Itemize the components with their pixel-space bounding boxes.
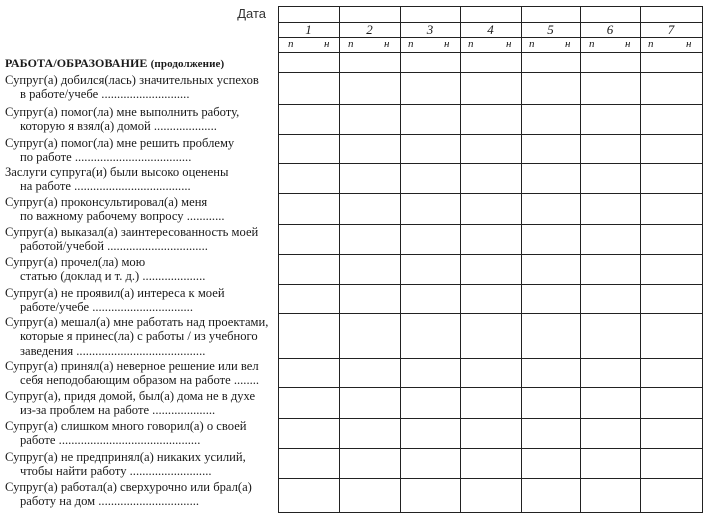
row-3-line-2: по работе ..................................... <box>20 150 192 165</box>
row-13-line-2: чтобы найти работу .......................... <box>20 464 212 479</box>
date-label: Дата <box>237 6 266 21</box>
row-6-line-1: Супруг(а) выказал(а) заинтересованность моей <box>5 225 259 239</box>
sub-header-left-2: п <box>348 38 354 50</box>
row-4-line-2: на работе ..................................... <box>20 179 191 194</box>
day-number-1: 1 <box>305 22 312 37</box>
day-number-7: 7 <box>667 22 675 37</box>
sub-header-right-7: н <box>686 38 692 50</box>
row-8-line-1: Супруг(а) не проявил(а) интереса к моей <box>5 286 225 300</box>
section-title: РАБОТА/ОБРАЗОВАНИЕ <box>5 56 148 70</box>
row-12-line-2: работе ............................................. <box>20 433 201 448</box>
row-2-line-1: Супруг(а) помог(ла) мне выполнить работу, <box>5 105 240 119</box>
row-11-line-2: из-за проблем на работе .................... <box>20 403 216 418</box>
row-8-line-2: работе/учебе ................................ <box>20 300 193 315</box>
sub-header-right-5: н <box>565 38 571 50</box>
sub-header-right-6: н <box>625 38 631 50</box>
sub-header-right-1: н <box>324 38 330 50</box>
sub-header-left-1: п <box>288 38 294 50</box>
day-number-4: 4 <box>487 22 494 37</box>
sub-header-left-3: п <box>408 38 414 50</box>
row-10-line-2: себя неподобающим образом на работе ........ <box>20 373 260 388</box>
row-14-line-1: Супруг(а) работал(а) сверхурочно или брал(а) <box>5 480 252 494</box>
sub-header-right-3: н <box>444 38 450 50</box>
day-number-5: 5 <box>547 22 554 37</box>
sub-header-left-7: п <box>648 38 654 50</box>
row-10-line-1: Супруг(а) принял(а) неверное решение или вел <box>5 359 259 373</box>
section-subtitle: (продолжение) <box>150 58 225 70</box>
row-7-line-1: Супруг(а) прочел(ла) мою <box>5 255 146 269</box>
row-5-line-1: Супруг(а) проконсультировал(а) меня <box>5 195 208 209</box>
row-7-line-2: статью (доклад и т. д.) .................... <box>20 269 206 284</box>
row-5-line-2: по важному рабочему вопросу ............ <box>20 209 225 224</box>
row-9-line-2: которые я принес(ла) с работы / из учебного <box>20 329 258 344</box>
row-11-line-1: Супруг(а), придя домой, был(а) дома не в духе <box>5 389 256 403</box>
row-2-line-2: которую я взял(а) домой .................... <box>20 119 217 134</box>
sub-header-right-4: н <box>506 38 512 50</box>
sub-header-left-6: п <box>589 38 595 50</box>
row-12-line-1: Супруг(а) слишком много говорил(а) о своей <box>5 419 247 433</box>
day-number-6: 6 <box>606 22 614 37</box>
day-number-2: 2 <box>366 22 373 37</box>
row-1-line-1: Супруг(а) добился(лась) значительных успехов <box>5 73 259 87</box>
row-4-line-1: Заслуги супруга(и) были высоко оценены <box>5 165 229 179</box>
row-9-line-3: заведения ......................................... <box>20 343 206 358</box>
sub-header-left-5: п <box>529 38 535 50</box>
row-1-line-2: в работе/учебе ............................ <box>20 87 190 102</box>
row-6-line-2: работой/учебой ................................ <box>20 239 208 254</box>
row-3-line-1: Супруг(а) помог(ла) мне решить проблему <box>5 136 235 150</box>
day-number-3: 3 <box>426 22 434 37</box>
row-14-line-2: работу на дом ................................ <box>20 494 200 509</box>
sub-header-right-2: н <box>384 38 390 50</box>
row-13-line-1: Супруг(а) не предпринял(а) никаких усилий, <box>5 450 246 464</box>
row-9-line-1: Супруг(а) мешал(а) мне работать над проектами, <box>5 315 269 329</box>
sub-header-left-4: п <box>468 38 474 50</box>
